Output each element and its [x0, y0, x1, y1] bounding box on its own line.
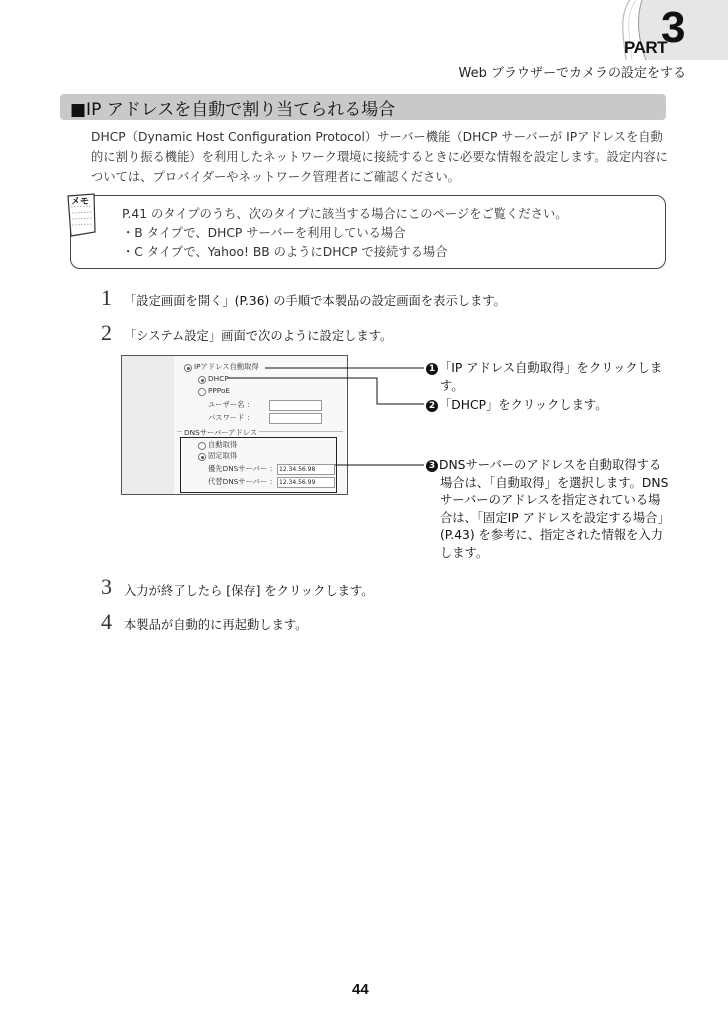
- ip-auto-label: IPアドレス自動取得: [194, 362, 259, 371]
- pppoe-radio[interactable]: [198, 388, 206, 396]
- memo-text: [122, 205, 568, 262]
- primary-dns-label: 優先DNSサーバー ：: [208, 464, 277, 473]
- step-number: 1: [101, 285, 112, 310]
- callout-badge: 2: [426, 400, 438, 412]
- part-label: PART: [624, 38, 668, 57]
- step-text: 入力が終了したら [保存] をクリックします。: [124, 584, 374, 598]
- dhcp-radio[interactable]: [198, 376, 206, 384]
- primary-dns-input[interactable]: 12.34.56.98: [277, 464, 335, 475]
- step-text: 「設定画面を開く」(P.36) の手順で本製品の設定画面を表示します。: [124, 294, 506, 308]
- step-number: 4: [101, 609, 112, 634]
- page-number: 44: [352, 981, 369, 998]
- dns-highlight-box: [180, 437, 337, 493]
- password-label: パスワード ：: [208, 413, 255, 422]
- step-text: 「システム設定」画面で次のように設定します。: [124, 329, 393, 343]
- pppoe-label: PPPoE: [208, 386, 231, 395]
- username-input[interactable]: [269, 400, 322, 411]
- callout-2: 2 「DHCP」をクリックします。: [426, 397, 608, 415]
- memo-line: ・C タイプで、Yahoo! BB のようにDHCP で接続する場合: [122, 245, 448, 259]
- dns-auto-label: 自動取得: [208, 440, 238, 449]
- memo-icon: [64, 192, 98, 238]
- header-subtitle: Web ブラウザーでカメラの設定をする: [458, 66, 686, 81]
- part-number: 3: [661, 3, 686, 52]
- dns-fixed-label: 固定取得: [208, 451, 238, 460]
- secondary-dns-label: 代替DNSサーバー ：: [208, 477, 277, 486]
- callout-1: 1 「IP アドレス自動取得」をクリックしま す。: [426, 360, 662, 395]
- callout-badge: 1: [426, 363, 438, 375]
- step-text: 本製品が自動的に再起動します。: [124, 618, 308, 632]
- callout-3: 3 DNSサーバーのアドレスを自動取得する 場合は、「自動取得」を選択します。DNS サーバーのアドレスを指定されている場 合は、「固定IP アドレスを設定する場合」 (P.43) を参考に、指定された情報を入力 します。: [426, 457, 670, 562]
- memo-line: ・B タイプで、DHCP サーバーを利用している場合: [122, 226, 406, 240]
- username-label: ユーザー名 ：: [208, 400, 255, 409]
- step-number: 3: [101, 574, 112, 599]
- dns-group-label: DNSサーバーアドレス: [184, 428, 258, 437]
- step-number: 2: [101, 320, 112, 345]
- ip-auto-radio[interactable]: [184, 364, 192, 372]
- memo-icon-label: メモ: [71, 197, 90, 207]
- dhcp-label: DHCP: [208, 374, 229, 383]
- screenshot-sidebar: [122, 356, 174, 494]
- section-title: ■IP アドレスを自動で割り当てられる場合: [70, 100, 396, 120]
- password-input[interactable]: [269, 413, 322, 424]
- callout-badge: 3: [426, 460, 438, 472]
- secondary-dns-input[interactable]: 12.34.56.99: [277, 477, 335, 488]
- intro-paragraph: DHCP（Dynamic Host Configuration Protocol）サーバー機能（DHCP サーバーが IPアドレスを自動的に割り振る機能）を利用したネットワーク環境に接続するときに必要な情報を設定します。設定内容については、プロバイダーやネットワーク管理者にご確認ください。: [91, 130, 668, 184]
- memo-line: P.41 のタイプのうち、次のタイプに該当する場合にこのページをご覧ください。: [122, 207, 568, 221]
